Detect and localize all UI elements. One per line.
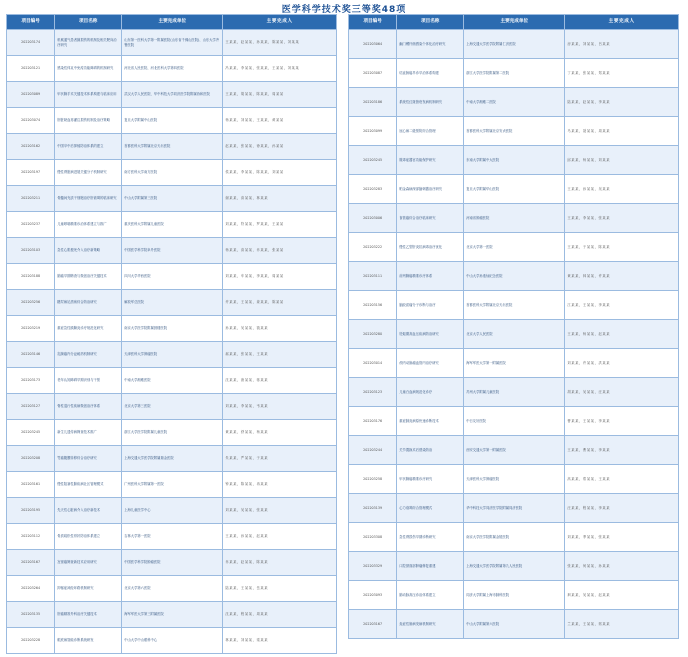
cell-project-name: 抑郁症神经环路机制研究 [55, 576, 122, 602]
cell-project-name: 重症肺炎病原快速诊断技术 [397, 407, 464, 436]
table-row [7, 264, 337, 290]
cell-completing-people: 乔某某，赵某某，陈某某 [223, 550, 337, 576]
cell-completing-people: 荆某某，吴某某，赵某某 [565, 581, 679, 610]
cell-completing-unit: 北京大学第六医院 [122, 576, 223, 602]
cell-completing-people: 房某某，刘某某，吕某某 [565, 30, 679, 59]
cell-completing-unit: 吉林大学第一医院 [122, 524, 223, 550]
cell-completing-unit: 浙江大学医学院附属第二医院 [464, 59, 565, 88]
cell-project-name: 中国卒中后抑郁防治体系的建立 [55, 134, 122, 160]
table-body-left [7, 30, 337, 654]
cell-project-name: 甲状腺手术关键技术体系构建与临床应用 [55, 82, 122, 108]
cell-project-name: 骨质疏松性骨折防治体系建立 [55, 524, 122, 550]
column-header-number: 项目编号 [7, 15, 55, 30]
table-row [349, 494, 679, 523]
cell-project-name: 关节置换术后感染防治 [397, 436, 464, 465]
cell-project-name: 急性心肌梗死介入治疗新策略 [55, 238, 122, 264]
cell-completing-people: 王某某，李某某，张某某 [565, 204, 679, 233]
cell-project-number: 202203146 [7, 342, 55, 368]
cell-project-number: 202203167 [7, 550, 55, 576]
cell-project-name: 先天性心脏病介入治疗新技术 [55, 498, 122, 524]
table-row [7, 420, 337, 446]
table-row [349, 30, 679, 59]
column-header-unit: 主要完成单位 [464, 15, 565, 30]
cell-project-number: 202203245 [7, 420, 55, 446]
cell-project-number: 202203162 [7, 134, 55, 160]
table-row [349, 262, 679, 291]
cell-project-name: 前列腺癌精准诊疗体系 [397, 262, 464, 291]
cell-completing-unit: 广州医科大学附属第一医院 [122, 472, 223, 498]
cell-project-name: 感染性休克中免疫功能障碍的机制研究 [55, 56, 122, 82]
table-row [7, 108, 337, 134]
cell-completing-unit: 中南大学湘雅医院 [122, 368, 223, 394]
cell-completing-unit: 河北省人民医院、河北医科大学第四医院 [122, 56, 223, 82]
table-row [349, 320, 679, 349]
cell-completing-people: 刘某某，车某某，李某某，周某某 [223, 264, 337, 290]
cell-completing-unit: 首都医科大学附属北京天坛医院 [122, 134, 223, 160]
cell-completing-unit: 东南大学附属中大医院 [464, 146, 565, 175]
awards-table-left [6, 14, 337, 654]
table-row [349, 146, 679, 175]
cell-completing-unit: 北京大学第一医院 [464, 233, 565, 262]
cell-project-name: 幽门螺杆菌感染个体化治疗研究 [397, 30, 464, 59]
cell-completing-unit: 海军军医大学第一附属医院 [464, 349, 565, 378]
table-row [349, 523, 679, 552]
cell-project-number: 202203219 [7, 316, 55, 342]
cell-completing-unit: 上海交通大学医学院附属瑞金医院 [122, 446, 223, 472]
cell-project-name: 急性肾损伤早期诊断研究 [397, 523, 464, 552]
table-row [349, 465, 679, 494]
cell-completing-people: 刘某某，李某某，韦某某 [223, 394, 337, 420]
cell-completing-unit: 复旦大学附属中山医院 [122, 108, 223, 134]
table-row [7, 446, 337, 472]
cell-completing-people: 丁某某，张某某，郑某某 [565, 59, 679, 88]
cell-project-number: 202203186 [349, 88, 397, 117]
cell-completing-unit: 中南大学湘雅二医院 [464, 88, 565, 117]
cell-completing-people: 王某某，孙某某，吴某某 [565, 175, 679, 204]
table-body-right [349, 30, 679, 639]
cell-project-number: 202203112 [7, 524, 55, 550]
table-row [349, 378, 679, 407]
table-row [7, 160, 337, 186]
cell-project-name: 脓毒症器官功能保护研究 [397, 146, 464, 175]
cell-project-name: 眼底病智能诊断系统研发 [55, 628, 122, 654]
cell-project-name: 结直肠癌早诊早治体系构建 [397, 59, 464, 88]
cell-completing-people: 王某某，于某某，陈某某 [565, 233, 679, 262]
cell-project-number: 202203087 [349, 59, 397, 88]
table-row [7, 602, 337, 628]
table-row [349, 291, 679, 320]
cell-completing-people: 刘某某，季某某，张某某 [565, 523, 679, 552]
cell-completing-unit: 中国医学科学院肿瘤医院 [122, 550, 223, 576]
cell-completing-unit: 山东第一医科大学第一附属医院(山东省千佛山医院)、山东大学齐鲁医院 [122, 30, 223, 56]
cell-completing-people: 马某某，聂某某，周某某 [565, 117, 679, 146]
cell-project-name: 乳腺癌内分泌耐药机制研究 [55, 342, 122, 368]
table-header-row [7, 15, 337, 30]
cell-completing-unit: 中日友好医院 [464, 407, 565, 436]
column-header-project-name: 项目名称 [397, 15, 464, 30]
cell-project-number: 202203264 [7, 576, 55, 602]
cell-project-number: 202203089 [7, 82, 55, 108]
cell-project-name: 新生儿遗传病筛查技术推广 [55, 420, 122, 446]
cell-completing-unit: 复旦大学附属华山医院 [464, 175, 565, 204]
cell-project-name: 慢性乙型肝炎抗病毒治疗优化 [397, 233, 464, 262]
cell-completing-people: 刘某某，吴某某，张某某 [223, 498, 337, 524]
cell-project-number: 202203103 [7, 238, 55, 264]
table-row [7, 472, 337, 498]
cell-completing-people: 陆某某，王某某，岳某某 [223, 576, 337, 602]
cell-completing-unit: 首都医科大学附属北京安贞医院 [464, 117, 565, 146]
cell-completing-people: 王某某，杨某某，赵某某 [565, 320, 679, 349]
cell-project-name: 肺癌早期筛查与微创治疗关键技术 [55, 264, 122, 290]
cell-project-number: 202203197 [7, 160, 55, 186]
cell-project-number: 202203280 [349, 320, 397, 349]
table-row [7, 30, 337, 56]
cell-project-name: 肝癌精准外科治疗关键技术 [55, 602, 122, 628]
table-row [349, 175, 679, 204]
cell-completing-people: 胡某某，吴某某，汪某某 [565, 378, 679, 407]
cell-project-number: 202203161 [7, 472, 55, 498]
cell-project-number: 202203099 [349, 117, 397, 146]
cell-completing-people: 高某某，郑某某，王某某 [565, 465, 679, 494]
table-row [7, 316, 337, 342]
cell-completing-people: 杨某某，刘某某，王某某，黄某某 [223, 108, 337, 134]
cell-completing-unit: 南方医科大学南方医院 [122, 160, 223, 186]
cell-completing-people: 刘某某，符某某，罗某某，王某某 [223, 212, 337, 238]
cell-completing-unit: 中山大学附属第三医院 [122, 186, 223, 212]
cell-completing-people: 孙某某，吴某某，钱某某 [223, 316, 337, 342]
cell-project-name: 脑胶质瘤分子诊断与治疗 [397, 291, 464, 320]
cell-completing-unit: 武汉大学人民医院、华中科技大学同济医学院附属协和医院 [122, 82, 223, 108]
cell-completing-people: 侯某某，李某某，陈某某，刘某某 [223, 160, 337, 186]
cell-project-number: 202203188 [7, 264, 55, 290]
cell-project-name: 甲状腺癌精准诊疗研究 [397, 465, 464, 494]
table-row [7, 238, 337, 264]
cell-completing-people: 王某某，曹某某，李某某 [565, 436, 679, 465]
cell-completing-unit: 华中科技大学同济医学院附属同济医院 [464, 494, 565, 523]
cell-completing-people: 王某某，胡某某，陈某某，周某某 [223, 82, 337, 108]
cell-project-number: 202203258 [349, 465, 397, 494]
cell-completing-people: 刘某某，许某某，洪某某 [565, 349, 679, 378]
table-row [7, 290, 337, 316]
cell-completing-people: 郝某某，张某某，王某某 [223, 342, 337, 368]
cell-project-name: 慢性阻塞性肺疾病社区管理模式 [55, 472, 122, 498]
cell-project-number: 202203308 [349, 523, 397, 552]
column-header-number: 项目编号 [349, 15, 397, 30]
cell-completing-unit: 中国医学科学院阜外医院 [122, 238, 223, 264]
page-title: 医学科学技术奖三等奖48项 [281, 5, 407, 15]
cell-completing-unit: 北京大学第三医院 [122, 394, 223, 420]
cell-project-number: 202203135 [7, 602, 55, 628]
cell-project-number: 202203228 [7, 628, 55, 654]
cell-completing-unit: 北京大学人民医院 [464, 320, 565, 349]
cell-project-number: 202203244 [349, 436, 397, 465]
table-row [349, 59, 679, 88]
cell-project-number: 202203176 [349, 407, 397, 436]
table-row [7, 342, 337, 368]
cell-project-name: 心力衰竭综合管理模式 [397, 494, 464, 523]
cell-project-name: 胃癌腹膜转移综合治疗研究 [55, 446, 122, 472]
awards-table-right [348, 14, 679, 639]
cell-completing-people: 江某某，王某某，李某某 [565, 291, 679, 320]
table-row [349, 204, 679, 233]
cell-project-number: 202203139 [349, 494, 397, 523]
cell-completing-people: 冯某某，李某某，张某某，王某某，刘某某 [223, 56, 337, 82]
cell-project-name: 颅内动脉瘤血管内治疗研究 [397, 349, 464, 378]
cell-completing-unit: 解放军总医院 [122, 290, 223, 316]
cell-project-name: 骨髓间充质干细胞治疗肝衰竭的临床研究 [55, 186, 122, 212]
cell-project-name: 冠心病二级预防综合管理 [397, 117, 464, 146]
cell-project-name: 肝脏缺血再灌注损伤机制及治疗策略 [55, 108, 122, 134]
cell-completing-unit: 南京大学医学院附属金陵医院 [464, 523, 565, 552]
cell-completing-people: 黄某某，舒某某，杨某某 [223, 420, 337, 446]
cell-project-name: 食管癌综合治疗临床研究 [397, 204, 464, 233]
cell-completing-people: 张某某，何某某，孙某某 [565, 552, 679, 581]
cell-completing-people: 赵某某，张某某，徐某某，孙某某 [223, 134, 337, 160]
cell-project-number: 202203329 [349, 552, 397, 581]
table-row [7, 82, 337, 108]
table-row [7, 134, 337, 160]
cell-project-number: 202203195 [7, 498, 55, 524]
cell-project-number: 202203256 [7, 290, 55, 316]
table-row [7, 498, 337, 524]
cell-project-number: 202203014 [349, 349, 397, 378]
cell-completing-people: 谢某某，高某某，林某某 [223, 186, 337, 212]
cell-completing-unit: 南京大学医学院附属鼓楼医院 [122, 316, 223, 342]
table-row [7, 628, 337, 654]
table-row [7, 524, 337, 550]
cell-project-name: 机械通气患者肺损伤的机制及相关靶向治疗研究 [55, 30, 122, 56]
cell-project-number: 202203222 [349, 233, 397, 262]
cell-project-number: 202203064 [349, 30, 397, 59]
column-header-people: 主要完成人 [223, 15, 337, 30]
column-header-project-name: 项目名称 [55, 15, 122, 30]
cell-completing-unit: 中山大学孙逸仙纪念医院 [464, 262, 565, 291]
cell-completing-people: 兰某某，王某某，郭某某 [565, 610, 679, 639]
cell-completing-unit: 中山大学附属第六医院 [464, 610, 565, 639]
table-row [349, 407, 679, 436]
cell-completing-people: 陆某某，赵某某，李某某 [565, 88, 679, 117]
cell-completing-unit: 同济大学附属上海市肺科医院 [464, 581, 565, 610]
table-row [7, 394, 337, 420]
cell-project-name: 儿童白血病规范化诊疗 [397, 378, 464, 407]
cell-completing-people: 沈某某，唐某某，蒋某某 [223, 368, 337, 394]
cell-completing-people: 王某某，赵某某，孙某某，陈某某，刘某某 [223, 30, 337, 56]
column-header-people: 主要完成人 [565, 15, 679, 30]
cell-completing-people: 钟某某，陈某某，冉某某 [223, 472, 337, 498]
cell-completing-unit: 天津医科大学肿瘤医院 [464, 465, 565, 494]
cell-completing-people: 林某某，刘某某，梁某某 [223, 628, 337, 654]
cell-project-number: 202203006 [349, 204, 397, 233]
table-row [7, 550, 337, 576]
table-row [349, 349, 679, 378]
cell-project-name: 口腔颌面部肿瘤修复重建 [397, 552, 464, 581]
cell-completing-unit: 海军军医大学第三附属医院 [122, 602, 223, 628]
cell-project-name: 炎症性肠病发病机制研究 [397, 610, 464, 639]
cell-project-name: 帕金森病深部脑刺激治疗研究 [397, 175, 464, 204]
column-header-unit: 主要完成单位 [122, 15, 223, 30]
table-row [7, 368, 337, 394]
cell-project-name: 慢性肾脏病进展关键分子机制研究 [55, 160, 122, 186]
cell-completing-unit: 中山大学中山眼科中心 [122, 628, 223, 654]
cell-completing-unit: 重庆医科大学附属儿童医院 [122, 212, 223, 238]
table-row [349, 610, 679, 639]
cell-project-number: 202203245 [349, 146, 397, 175]
cell-project-name: 糖尿病足溃疡综合防治研究 [55, 290, 122, 316]
table-row [349, 117, 679, 146]
cell-completing-unit: 四川大学华西医院 [122, 264, 223, 290]
cell-completing-unit: 苏州大学附属儿童医院 [464, 378, 565, 407]
cell-project-number: 202203208 [7, 446, 55, 472]
table-row [7, 576, 337, 602]
cell-completing-unit: 上海儿童医学中心 [122, 498, 223, 524]
cell-project-number: 202203074 [7, 108, 55, 134]
cell-completing-people: 曹某某，王某某，李某某 [565, 407, 679, 436]
cell-completing-people: 杨某某，高某某，乔某某，张某某 [223, 238, 337, 264]
cell-completing-people: 许某某，王某某，姜某某，陈某某 [223, 290, 337, 316]
cell-completing-unit: 上海交通大学医学院附属仁济医院 [464, 30, 565, 59]
cell-project-name: 妊娠期高血压疾病防治研究 [397, 320, 464, 349]
cell-project-name: 儿童哮喘精准诊治体系建立与推广 [55, 212, 122, 238]
cell-completing-people: 王某某，孙某某，赵某某 [223, 524, 337, 550]
cell-completing-unit: 首都医科大学附属北京天坛医院 [464, 291, 565, 320]
cell-project-name: 肺动脉高压诊治体系建立 [397, 581, 464, 610]
cell-project-number: 202203123 [349, 378, 397, 407]
table-row [349, 233, 679, 262]
table-row [349, 88, 679, 117]
cell-completing-unit: 西安交通大学第一附属医院 [464, 436, 565, 465]
cell-completing-people: 黄某某，林某某，许某某 [565, 262, 679, 291]
cell-project-number: 202203167 [349, 610, 397, 639]
table-row [7, 212, 337, 238]
cell-project-number: 202203283 [349, 175, 397, 204]
table-header-row [349, 15, 679, 30]
table-row [7, 56, 337, 82]
cell-project-name: 老年认知障碍早期识别与干预 [55, 368, 122, 394]
cell-project-number: 202203156 [349, 291, 397, 320]
cell-completing-unit: 河南省肿瘤医院 [464, 204, 565, 233]
cell-project-number: 202203211 [7, 186, 55, 212]
cell-project-number: 202203121 [7, 56, 55, 82]
table-row [7, 186, 337, 212]
cell-project-name: 脊柱退行性疾病微创治疗体系 [55, 394, 122, 420]
cell-completing-unit: 天津医科大学肿瘤医院 [122, 342, 223, 368]
cell-project-name: 宫颈癌筛查新技术应用研究 [55, 550, 122, 576]
cell-project-number: 202203174 [7, 30, 55, 56]
cell-completing-people: 朱某某，严某某，于某某 [223, 446, 337, 472]
cell-completing-people: 邱某某，杨某某，刘某某 [565, 146, 679, 175]
cell-completing-people: 沈某某，程某某，周某某 [223, 602, 337, 628]
cell-project-name: 重症急性胰腺炎诊疗规范化研究 [55, 316, 122, 342]
cell-completing-unit: 浙江大学医学院附属儿童医院 [122, 420, 223, 446]
table-row [349, 581, 679, 610]
table-row [349, 552, 679, 581]
cell-project-number: 202203127 [7, 394, 55, 420]
cell-project-number: 202203111 [349, 262, 397, 291]
cell-project-name: 系统性红斑狼疮发病机制研究 [397, 88, 464, 117]
cell-project-number: 202203173 [7, 368, 55, 394]
table-row [349, 436, 679, 465]
cell-completing-people: 汪某某，程某某，李某某 [565, 494, 679, 523]
cell-project-number: 202203093 [349, 581, 397, 610]
cell-completing-unit: 上海交通大学医学院附属第九人民医院 [464, 552, 565, 581]
cell-project-number: 202203237 [7, 212, 55, 238]
